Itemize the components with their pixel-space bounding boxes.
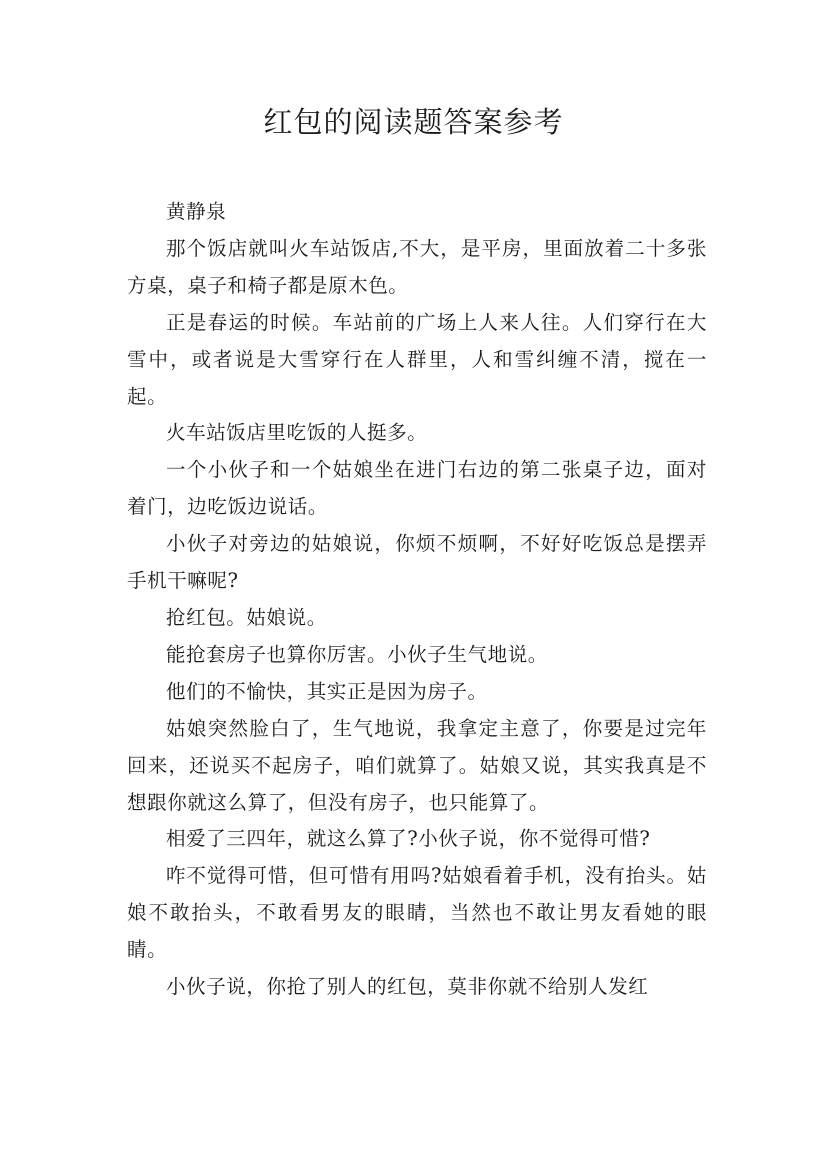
paragraph: 火车站饭店里吃饭的人挺多。 [166,421,428,445]
paragraph: 正是春运的时候。车站前的广场上人来人往。人们穿行在大雪中，或者说是大雪穿行在人群里，人和雪纠缠不清，搅在一起。 [127,310,707,408]
paragraph: 能抢套房子也算你厉害。小伙子生气地说。 [166,642,548,666]
paragraph: 小伙子说，你抢了别人的红包，莫非你就不给别人发红 [166,975,649,999]
document-title: 红包的阅读题答案参考 [263,105,564,139]
paragraph: 抢红包。姑娘说。 [166,605,327,629]
paragraph: 姑娘突然脸白了，生气地说，我拿定主意了，你要是过完年回来，还说买不起房子，咱们就算了。姑娘又说，其实我真是不想跟你就这么算了，但没有房子，也只能算了。 [127,716,707,814]
paragraph: 那个饭店就叫火车站饭店,不大，是平房，里面放着二十多张方桌，桌子和椅子都是原木色。 [127,236,707,297]
paragraph: 小伙子对旁边的姑娘说，你烦不烦啊，不好好吃饭总是摆弄手机干嘛呢? [127,532,707,593]
author-line: 黄静泉 [166,200,227,223]
paragraph: 咋不觉得可惜，但可惜有用吗?姑娘看着手机，没有抬头。姑娘不敢抬头，不敢看男友的眼睛，当然也不敢让男友看她的眼睛。 [127,864,707,962]
paragraph: 他们的不愉快，其实正是因为房子。 [166,679,488,703]
paragraph: 相爱了三四年，就这么算了?小伙子说，你不觉得可惜? [166,827,651,851]
article-body [127,194,707,1006]
paragraph: 一个小伙子和一个姑娘坐在进门右边的第二张桌子边，面对着门，边吃饭边说话。 [127,458,707,519]
